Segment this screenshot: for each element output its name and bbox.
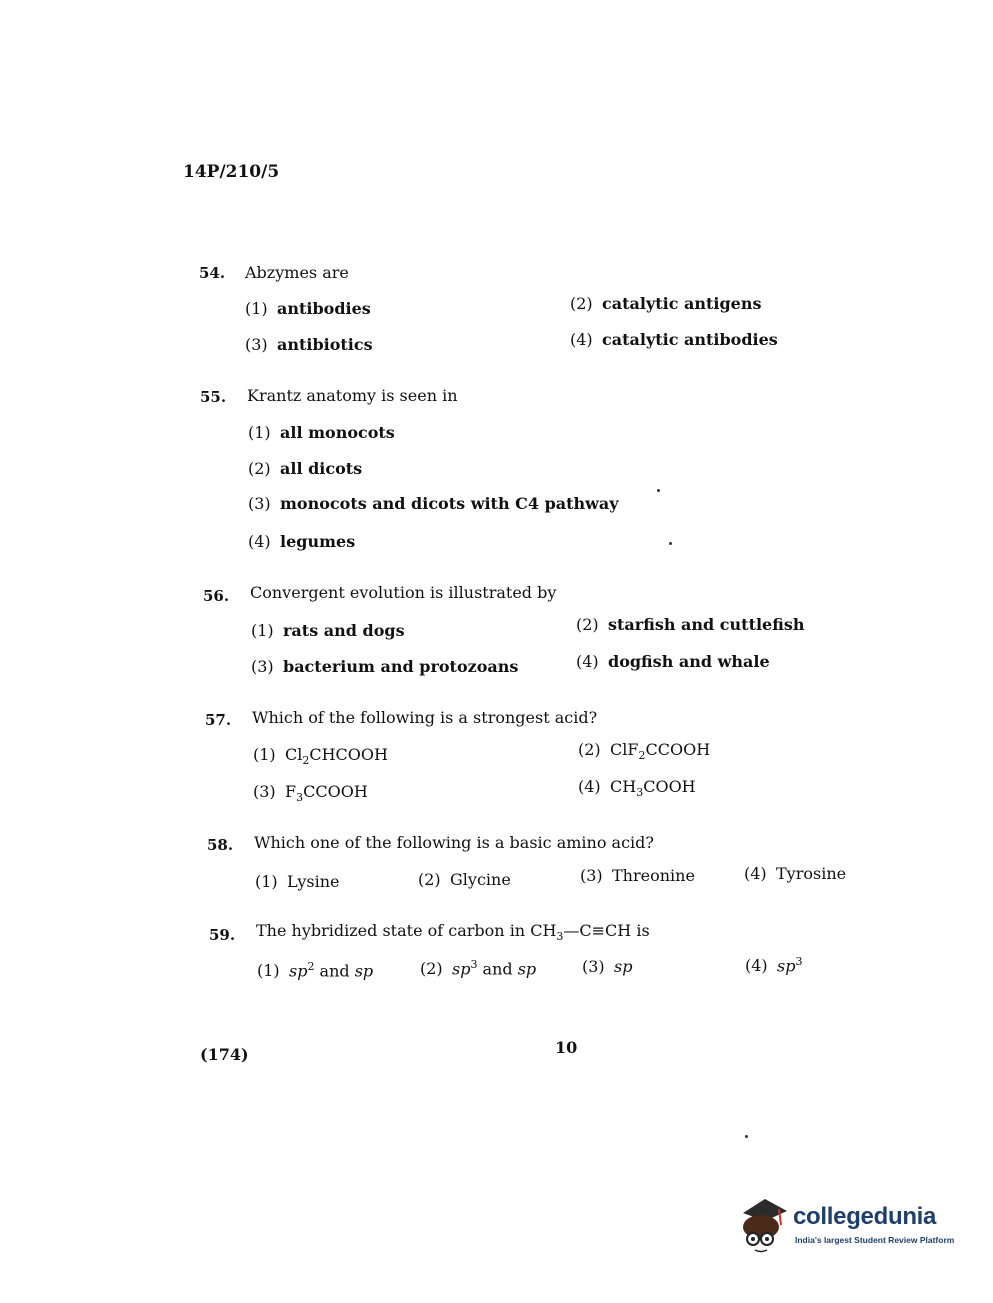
option: (1) all monocots	[248, 423, 395, 442]
option: (1) antibodies	[245, 299, 371, 318]
option: (2) ClF$_2$CCOOH	[578, 740, 711, 763]
scan-speck	[657, 489, 660, 492]
mascot-icon	[735, 1195, 793, 1255]
option: (2) $sp^3$ and sp	[420, 958, 537, 979]
question-number: 54.	[199, 264, 226, 282]
question-number: 55.	[200, 388, 227, 406]
option: (4) $sp^3$	[745, 955, 803, 976]
question-number: 56.	[203, 587, 230, 605]
question-text: Which of the following is a strongest acid?	[252, 708, 598, 727]
option: (4) dogfish and whale	[576, 652, 770, 671]
option: (3) antibiotics	[245, 335, 373, 354]
option: (4) catalytic antibodies	[570, 330, 778, 349]
question-number: 59.	[209, 926, 236, 944]
option: (2) starfish and cuttlefish	[576, 615, 805, 634]
option: (4) Tyrosine	[744, 864, 847, 883]
option: (1) rats and dogs	[251, 621, 405, 640]
option: (1) Lysine	[255, 872, 340, 891]
scan-speck	[745, 1135, 748, 1138]
option: (4) $CH_3COOH$	[578, 777, 696, 800]
option: (3) sp	[582, 957, 633, 976]
option: (3) $F_3CCOOH$	[253, 782, 368, 805]
option: (1) $sp^2$ and sp	[257, 960, 374, 981]
option: (2) catalytic antigens	[570, 294, 762, 313]
question-text: Abzymes are	[245, 263, 349, 282]
option: (3) Threonine	[580, 866, 695, 885]
question-text: The hybridized state of carbon in $CH_3—C\equiv CH$ is	[256, 921, 650, 944]
page-number: 10	[555, 1038, 578, 1057]
brand-logo	[735, 1195, 965, 1255]
brand-tagline: India's largest Student Review Platform	[795, 1235, 955, 1245]
question-text: Krantz anatomy is seen in	[247, 386, 458, 405]
option: (2) Glycine	[418, 870, 511, 889]
brand-name: collegedunia	[793, 1203, 937, 1230]
paper-code: 14P/210/5	[183, 162, 280, 182]
question-number: 58.	[207, 836, 234, 854]
scan-speck	[669, 542, 672, 545]
option: (3) monocots and dicots with C4 pathway	[248, 494, 619, 513]
question-text: Convergent evolution is illustrated by	[250, 583, 557, 602]
footer-code: (174)	[200, 1045, 249, 1064]
option: (3) bacterium and protozoans	[251, 657, 519, 676]
option: (2) all dicots	[248, 459, 363, 478]
option: (1) $Cl_2CHCOOH$	[253, 745, 388, 768]
option: (4) legumes	[248, 532, 356, 551]
question-number: 57.	[205, 711, 232, 729]
question-text: Which one of the following is a basic amino acid?	[254, 833, 654, 852]
